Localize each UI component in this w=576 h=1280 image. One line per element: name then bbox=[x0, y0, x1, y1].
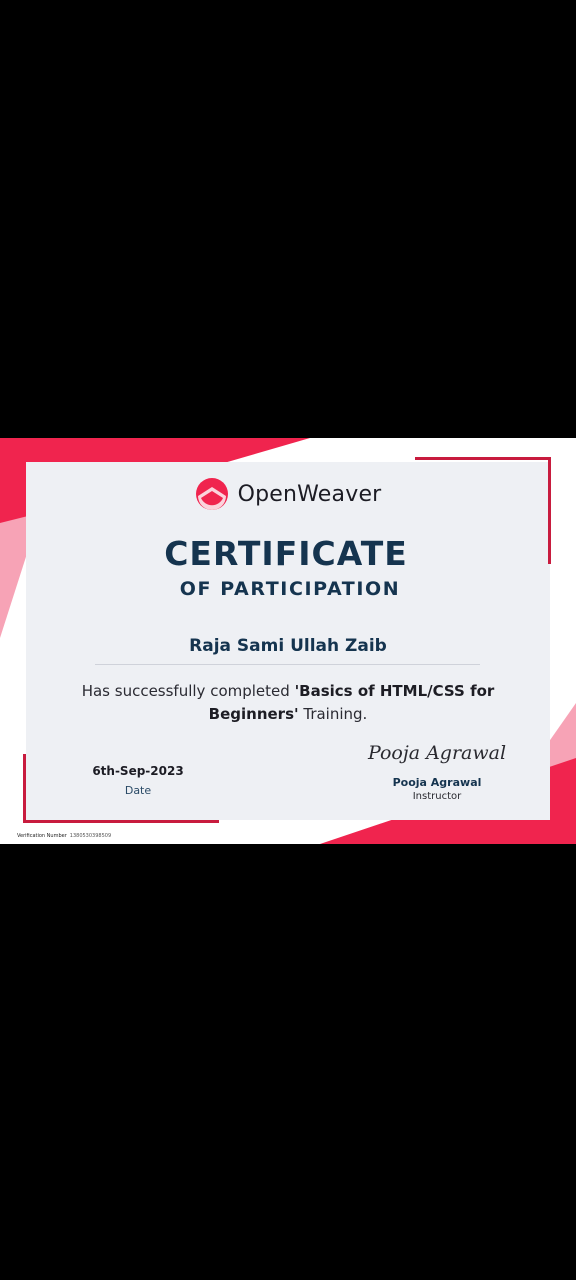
certificate bbox=[0, 438, 576, 844]
verification-number: 1380530398509 bbox=[69, 833, 112, 839]
desc-prefix: Has successfully completed bbox=[81, 682, 295, 700]
instructor-signature: Pooja Agrawal bbox=[367, 742, 507, 764]
verification-line bbox=[17, 833, 111, 839]
verification-label: Verification Number bbox=[17, 833, 67, 839]
instructor-name: Pooja Agrawal bbox=[392, 776, 482, 789]
desc-suffix: Training. bbox=[298, 705, 368, 723]
name-divider bbox=[95, 664, 480, 665]
certificate-subtitle: OF PARTICIPATION bbox=[179, 578, 401, 600]
brand-name: OpenWeaver bbox=[237, 481, 382, 507]
course-name: 'Basics of HTML/CSS for Beginners' bbox=[208, 682, 495, 723]
date-label: Date bbox=[124, 784, 152, 797]
instructor-role: Instructor bbox=[412, 791, 462, 802]
issue-date: 6th-Sep-2023 bbox=[92, 764, 184, 778]
openweaver-logo-icon bbox=[195, 477, 229, 511]
recipient-name: Raja Sami Ullah Zaib bbox=[189, 636, 387, 656]
completion-description bbox=[70, 680, 506, 726]
certificate-title: CERTIFICATE bbox=[164, 534, 408, 573]
brand-logo bbox=[0, 477, 576, 511]
